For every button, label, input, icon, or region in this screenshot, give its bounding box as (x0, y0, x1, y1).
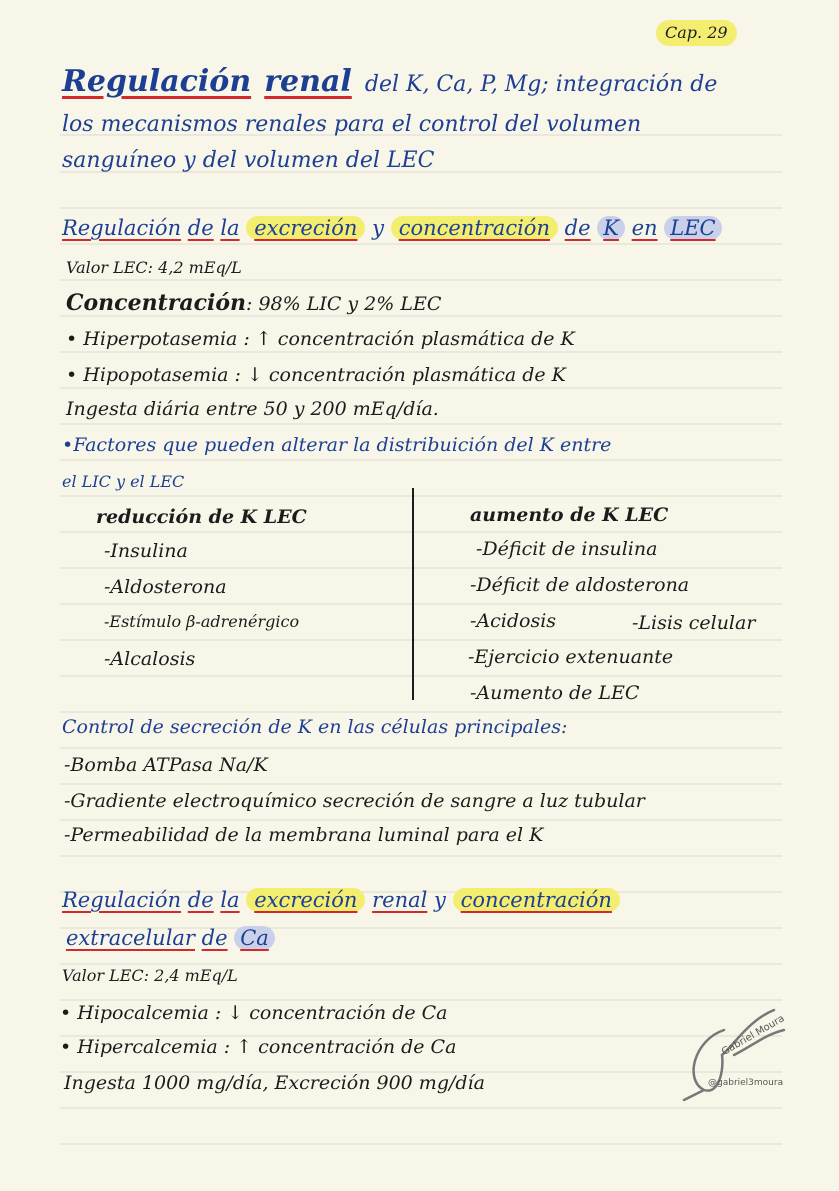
k-factores-2: el LIC y el LEC (62, 472, 185, 491)
sk-h10: LEC (664, 216, 721, 240)
k-conc-label: Concentración (66, 290, 246, 316)
k-hiper: • Hiperpotasemia : ↑ concentración plasmática de K (66, 328, 575, 350)
ca-hiper: • Hipercalcemia : ↑ concentración de Ca (60, 1036, 457, 1058)
page-title (62, 64, 717, 99)
sk-h9: en (631, 216, 658, 240)
k-control-heading: Control de secreción de K en las células principales: (62, 716, 568, 738)
right-item: -Aumento de LEC (470, 682, 640, 704)
sca-h9: de (201, 926, 228, 950)
chapter-badge: Cap. 29 (656, 20, 737, 46)
sca-h4: excreción (246, 888, 365, 912)
k-control-item: -Bomba ATPasa Na/K (64, 754, 268, 776)
right-item: -Déficit de insulina (476, 538, 658, 560)
k-ingesta: Ingesta diária entre 50 y 200 mEq/día. (66, 398, 439, 420)
signature-handle: @gabriel3moura (708, 1078, 784, 1088)
section-k-heading (62, 216, 722, 240)
signature-name: Gabriel Moura (719, 1013, 787, 1058)
sca-h3: la (220, 888, 240, 912)
sk-h6: concentración (391, 216, 558, 240)
title-rest-1: del K, Ca, P, Mg; integración de (364, 72, 718, 97)
title-lead-1: Regulación (62, 64, 252, 99)
section-ca-heading-1 (62, 888, 620, 912)
left-column-header: reducción de K LEC (96, 506, 307, 528)
sk-h7: de (564, 216, 591, 240)
sk-h3: la (220, 216, 240, 240)
sca-h1: Regulación (62, 888, 182, 912)
sca-h7: concentración (453, 888, 620, 912)
right-column-header: aumento de K LEC (470, 504, 669, 526)
k-hipo: • Hipopotasemia : ↓ concentración plasmática de K (66, 364, 566, 386)
k-valor: Valor LEC: 4,2 mEq/L (66, 258, 242, 277)
ca-valor: Valor LEC: 2,4 mEq/L (62, 966, 238, 985)
sca-h5: renal (372, 888, 428, 912)
ca-ingesta: Ingesta 1000 mg/día, Excreción 900 mg/día (64, 1072, 485, 1094)
k-factores-1: •Factores que pueden alterar la distribuición del K entre (62, 434, 612, 456)
sca-h2: de (187, 888, 214, 912)
left-item: -Estímulo β-adrenérgico (104, 612, 300, 631)
k-control-item: -Gradiente electroquímico secreción de sangre a luz tubular (64, 790, 645, 812)
k-conc-rest: : 98% LIC y 2% LEC (246, 293, 442, 315)
sca-h6: y (434, 888, 446, 912)
k-control-item: -Permeabilidad de la membrana luminal para el K (64, 824, 544, 846)
title-line-3: sanguíneo y del volumen del LEC (62, 148, 435, 173)
sk-h1: Regulación (62, 216, 182, 240)
left-item: -Insulina (104, 540, 188, 562)
sk-h5: y (372, 216, 384, 240)
sk-h2: de (187, 216, 214, 240)
left-item: -Alcalosis (104, 648, 196, 670)
section-ca-heading-2 (66, 926, 275, 950)
right-item: -Ejercicio extenuante (468, 646, 674, 668)
left-item: -Aldosterona (104, 576, 227, 598)
ca-hipo: • Hipocalcemia : ↓ concentración de Ca (60, 1002, 448, 1024)
sca-h10: Ca (234, 926, 275, 950)
right-item: -Déficit de aldosterona (470, 574, 690, 596)
right-item: -Acidosis (470, 610, 557, 632)
title-line-2: los mecanismos renales para el control del volumen (62, 112, 642, 137)
sk-h8: K (597, 216, 625, 240)
k-concentracion (66, 290, 441, 316)
sk-h4: excreción (246, 216, 365, 240)
column-divider (412, 488, 414, 700)
right-item: -Lisis celular (632, 612, 756, 634)
sca-h8: extracelular (66, 926, 195, 950)
title-lead-2: renal (264, 64, 352, 99)
